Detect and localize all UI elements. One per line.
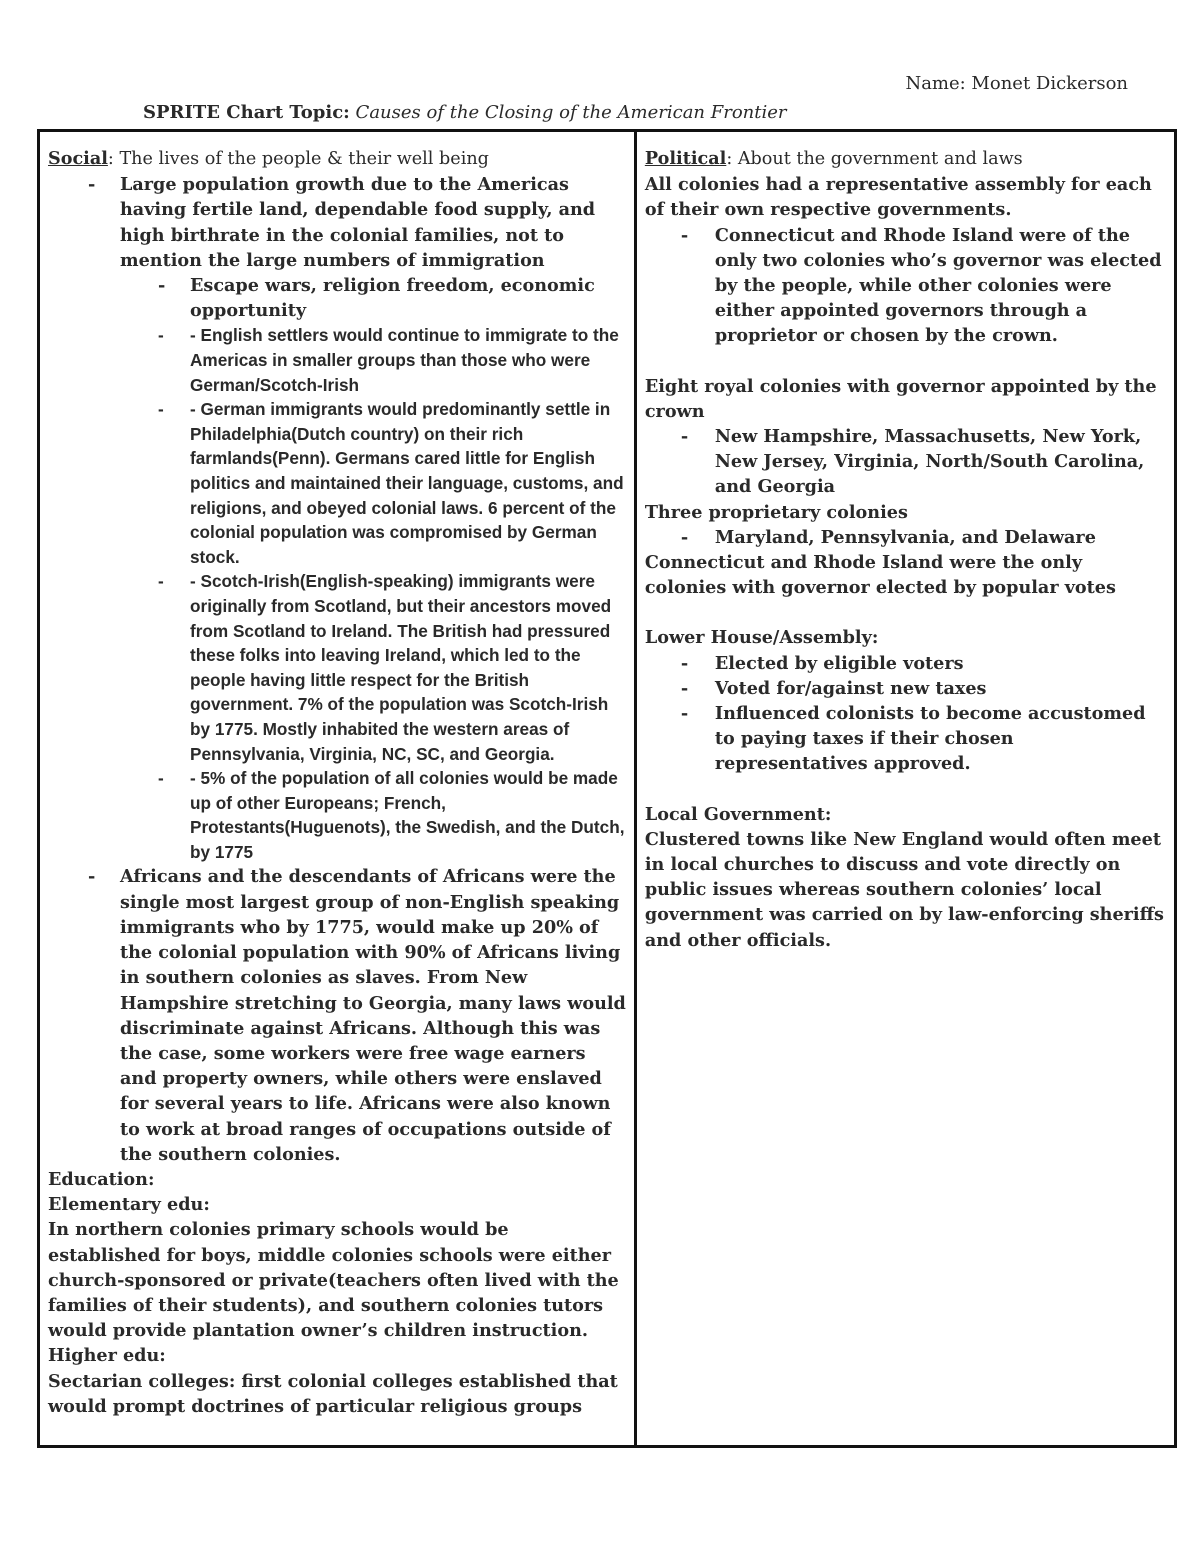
- royal-list: [645, 424, 1166, 500]
- social-heading: Social: [48, 148, 108, 169]
- local-government-text: Clustered towns like New England would often meet in local churches to discuss and vote directly on public issues whereas southern colonies’ local government was carried on by law-enforcing sheriffs and other officials.: [644, 828, 1164, 951]
- proprietary-heading: Three proprietary colonies: [644, 501, 908, 523]
- social-heading-line: [48, 146, 626, 172]
- social-subtitle: : The lives of the people & their well being: [107, 149, 489, 169]
- sprite-table: [37, 129, 1177, 1448]
- political-heading: Political: [644, 148, 727, 169]
- political-column: [637, 132, 1174, 1445]
- list-item: - New Hampshire, Massachusetts, New York, New Jersey, Virginia, North/South Carolina, and Georgia: [680, 426, 1145, 498]
- topic-label: SPRITE Chart Topic:: [143, 102, 350, 123]
- social-column: [40, 132, 637, 1445]
- list-item: - Africans and the descendants of Africans were the single most largest group of non-English speaking immigrants who by 1775, would make up 20% of the colonial population with 90% of Africans living in southern colonies as slaves. From New Hampshire stretching to Georgia, many laws would discriminate against Africans. Although this was the case, some workers were free wage earners and property owners, while others were enslaved for several years to life. Africans were also known to work at broad ranges of occupations outside of the southern colonies.: [88, 866, 626, 1165]
- lower-house-heading: Lower House/Assembly:: [644, 627, 879, 649]
- student-name: Name: Monet Dickerson: [905, 73, 1128, 94]
- social-list: [48, 172, 626, 1167]
- list-item: - - German immigrants would predominantly settle in Philadelphia(Dutch country) on their rich farmlands(Penn). Germans cared little for English politics and maintained their language, customs, and religions, and obeyed colonial laws. 6 percent of the colonial population was compromised by German stock.: [158, 399, 624, 567]
- assembly-list: [645, 223, 1166, 349]
- higher-text: Sectarian colleges: first colonial colleges established that would prompt doctrines of particular religious groups: [48, 1370, 618, 1417]
- political-subtitle: : About the government and laws: [726, 149, 1023, 169]
- chart-topic: [143, 102, 787, 123]
- list-item: - Connecticut and Rhode Island were of the only two colonies who’s governor was elected by the people, while other colonies were either appointed governors through a proprietor or chosen by the crown.: [680, 224, 1162, 347]
- proprietary-list: [645, 525, 1166, 550]
- list-item: - Elected by eligible voters: [680, 652, 964, 674]
- elementary-text: In northern colonies primary schools would be established for boys, middle colonies schools were either church-sponsored or private(teachers often lived with the families of their students), and southern colonies tutors would provide plantation owner’s children instruction.: [48, 1219, 619, 1342]
- list-item: - - English settlers would continue to immigrate to the Americas in smaller groups than those who were German/Scotch-Irish: [158, 325, 619, 395]
- assembly-text: All colonies had a representative assembly for each of their own respective governments.: [644, 174, 1152, 221]
- list-item: - - Scotch-Irish(English-speaking) immigrants were originally from Scotland, but their ancestors moved from Scotland to Ireland. The British had pressured these folks into leaving Ireland, which led to the people having little respect for the British government. 7% of the population was Scotch-Irish by 1775. Mostly inhabited the western areas of Pennsylvania, Virginia, NC, SC, and Georgia.: [158, 571, 612, 764]
- list-item: - Voted for/against new taxes: [680, 677, 987, 699]
- list-item: - Escape wars, religion freedom, economic opportunity: [158, 275, 595, 322]
- lower-house-list: [645, 651, 1166, 777]
- social-sublist: [120, 273, 626, 864]
- royal-heading: Eight royal colonies with governor appointed by the crown: [644, 375, 1157, 422]
- list-item: - Maryland, Pennsylvania, and Delaware: [680, 526, 1096, 548]
- education-heading: Education:: [48, 1168, 155, 1190]
- list-item: - - 5% of the population of all colonies would be made up of other Europeans; French, Protestants(Huguenots), the Swedish, and the Dutch, by 1775: [158, 768, 625, 862]
- list-item: - Influenced colonists to become accustomed to paying taxes if their chosen representatives approved.: [680, 703, 1146, 775]
- elementary-heading: Elementary edu:: [48, 1194, 210, 1216]
- list-item: - Large population growth due to the Americas having fertile land, dependable food supply, and high birthrate in the colonial families, not to mention the large numbers of immigration - Escape wars, religion freedom, economic opportunity - - English settlers would continue to immigrate to the Americas in smaller groups than those who were German/Scotch-Irish - - German immigrants would predominantly settle in Philadelphia(Dutch country) on their rich farmlands(Penn). Germans cared little for English politics and maintained their language, customs, and religions, and obeyed colonial laws. 6 percent of the colonial population was compromised by German stock. - - Scotch-Irish(English-speaking) immigrants were originally from Scotland, but their ancestors moved from Scotland to Ireland. The British had pressured these folks into leaving Ireland, which led to the people having little respect for the British government. 7% of the population was Scotch-Irish by 1775. Mostly inhabited the western areas of Pennsylvania, Virginia, NC, SC, and Georgia. - - 5% of the population of all colonies would be made up of other Europeans; French, Protestants(Huguenots), the Swedish, and the Dutch, by 1775: [48, 172, 626, 864]
- higher-heading: Higher edu:: [48, 1345, 166, 1367]
- local-government-heading: Local Government:: [644, 803, 832, 825]
- political-heading-line: [645, 146, 1166, 172]
- topic-title: Causes of the Closing of the American Frontier: [355, 102, 787, 123]
- elected-text: Connecticut and Rhode Island were the only colonies with governor elected by popular votes: [644, 552, 1116, 599]
